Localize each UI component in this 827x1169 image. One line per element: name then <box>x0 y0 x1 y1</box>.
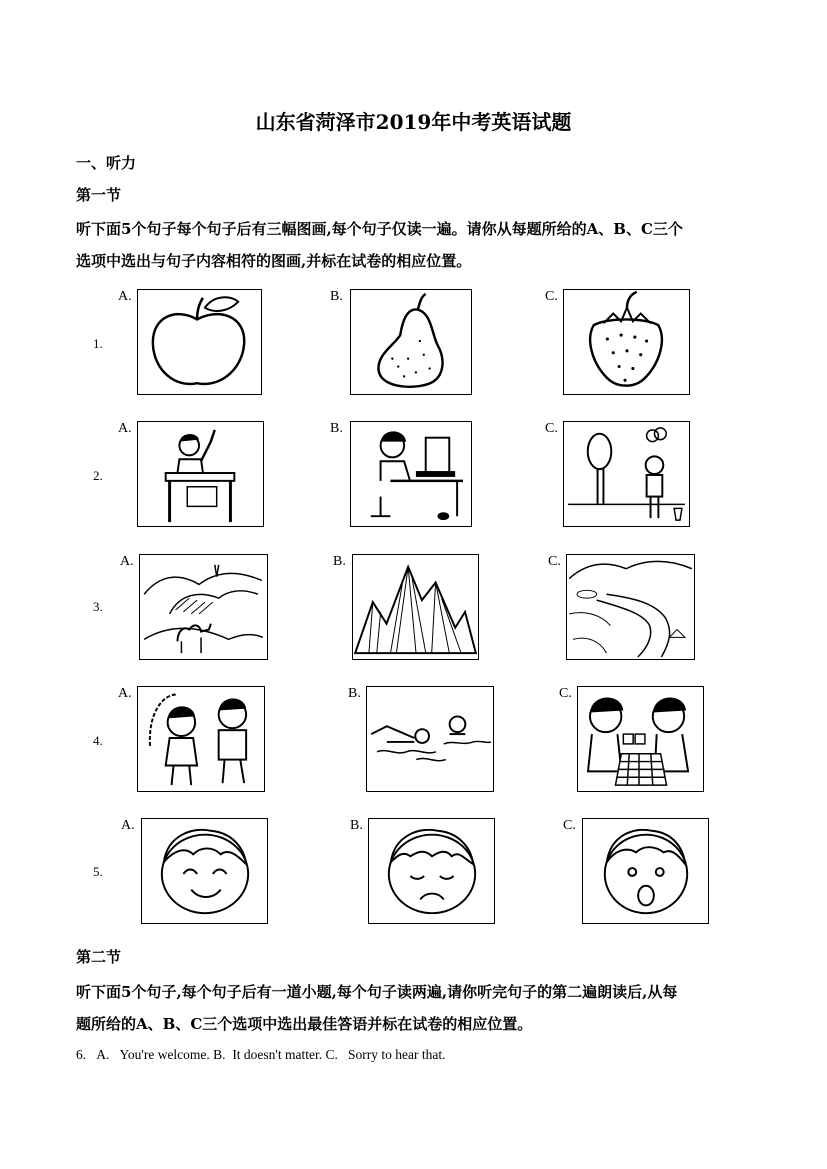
option-label-c: C. <box>548 554 561 569</box>
boy-in-park-picture[interactable] <box>563 421 690 527</box>
option-label-c: C. <box>545 421 558 436</box>
option-label-c: C. <box>325 1047 338 1062</box>
option-label-c: C. <box>545 289 558 304</box>
question-number: 2. <box>93 468 103 483</box>
jump-rope-icon <box>138 687 264 791</box>
children-playing-chess-picture[interactable] <box>577 686 704 792</box>
option-label-a: A. <box>121 818 135 833</box>
part1-instructions-line2: 选项中选出与句子内容相符的图画,并标在试卷的相应位置。 <box>76 252 472 270</box>
question-number: 4. <box>93 733 103 748</box>
option-label-c: C. <box>559 686 572 701</box>
section-heading: 一、听力 <box>76 154 137 172</box>
chess-icon <box>578 687 703 791</box>
apple-icon <box>138 290 261 394</box>
swimming-icon <box>367 687 493 791</box>
surprised-face-picture[interactable] <box>582 818 709 924</box>
option-label-b: B. <box>213 1047 226 1062</box>
desert-camel-picture[interactable] <box>139 554 268 660</box>
part1-instructions-line1: 听下面5个句子每个句子后有三幅图画,每个句子仅读一遍。请你从每题所给的A、B、C三个 <box>76 220 683 238</box>
mountain-icon <box>353 555 478 659</box>
option-label-a: A. <box>96 1047 110 1062</box>
option-label-b: B. <box>330 289 343 304</box>
part2-instructions-line1: 听下面5个句子,每个句子后有一道小题,每个句子读两遍,请你听完句子的第二遍朗读后,从每 <box>76 983 678 1001</box>
happy-face-picture[interactable] <box>141 818 268 924</box>
sad-face-picture[interactable] <box>368 818 495 924</box>
park-icon <box>564 422 689 526</box>
surprised-face-icon <box>583 819 708 923</box>
happy-face-icon <box>142 819 267 923</box>
option-label-a: A. <box>118 289 132 304</box>
pear-icon <box>351 290 471 394</box>
children-jumping-rope-picture[interactable] <box>137 686 265 792</box>
part2-heading: 第二节 <box>76 948 122 966</box>
option-label-a: A. <box>118 421 132 436</box>
option-label-b: B. <box>330 421 343 436</box>
boy-at-desk-picture[interactable] <box>137 421 264 527</box>
option-b-text[interactable]: It doesn't matter. <box>232 1047 323 1062</box>
question-number: 6. <box>76 1047 87 1062</box>
computer-icon <box>351 422 471 526</box>
page-title: 山东省菏泽市2019年中考英语试题 <box>255 110 572 134</box>
student-desk-icon <box>138 422 263 526</box>
strawberry-picture[interactable] <box>563 289 690 395</box>
camel-icon <box>140 555 267 659</box>
children-swimming-picture[interactable] <box>366 686 494 792</box>
pear-picture[interactable] <box>350 289 472 395</box>
question-number: 3. <box>93 599 103 614</box>
option-label-b: B. <box>348 686 361 701</box>
option-label-a: A. <box>120 554 134 569</box>
part1-heading: 第一节 <box>76 186 122 204</box>
question-6 <box>76 1047 445 1063</box>
option-label-b: B. <box>350 818 363 833</box>
question-number: 1. <box>93 336 103 351</box>
mountains-picture[interactable] <box>352 554 479 660</box>
option-a-text[interactable]: You're welcome. <box>119 1047 210 1062</box>
option-label-a: A. <box>118 686 132 701</box>
river-picture[interactable] <box>566 554 695 660</box>
boy-at-computer-picture[interactable] <box>350 421 472 527</box>
apple-picture[interactable] <box>137 289 262 395</box>
option-label-b: B. <box>333 554 346 569</box>
part2-instructions-line2: 题所给的A、B、C三个选项中选出最佳答语并标在试卷的相应位置。 <box>76 1015 533 1033</box>
river-icon <box>567 555 694 659</box>
option-label-c: C. <box>563 818 576 833</box>
option-c-text[interactable]: Sorry to hear that. <box>348 1047 446 1062</box>
sad-face-icon <box>369 819 494 923</box>
strawberry-icon <box>564 290 689 394</box>
question-number: 5. <box>93 864 103 879</box>
